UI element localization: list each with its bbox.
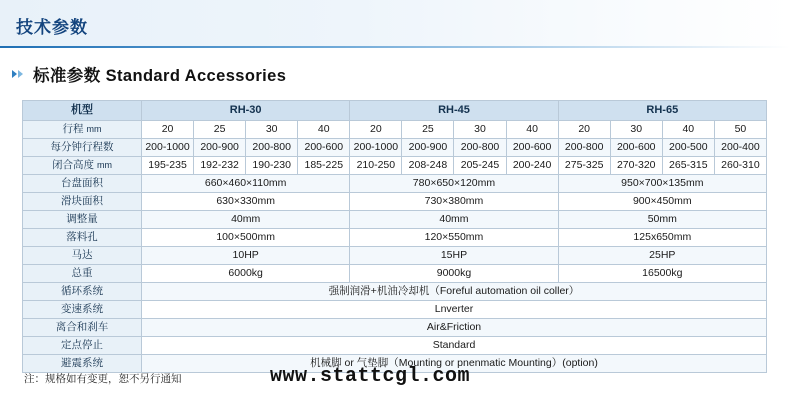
cell-full: Lnverter bbox=[142, 301, 767, 319]
cell: 30 bbox=[454, 121, 506, 139]
cell: 20 bbox=[142, 121, 194, 139]
header-model: 机型 bbox=[23, 101, 142, 121]
row-label: 离合和刹车 bbox=[23, 319, 142, 337]
table-header bbox=[23, 101, 767, 121]
cell: 25 bbox=[402, 121, 454, 139]
row-label-unit: mm bbox=[86, 124, 102, 134]
row-label: 落料孔 bbox=[23, 229, 142, 247]
row-label: 台盘面积 bbox=[23, 175, 142, 193]
cell-merged: 40mm bbox=[142, 211, 350, 229]
cell: 40 bbox=[506, 121, 558, 139]
cell: 192-232 bbox=[194, 157, 246, 175]
cell-merged: 40mm bbox=[350, 211, 558, 229]
row-label: 循环系统 bbox=[23, 283, 142, 301]
cell: 190-230 bbox=[246, 157, 298, 175]
section-heading bbox=[12, 62, 286, 86]
footnote: 注：规格如有变更，恕不另行通知 bbox=[24, 373, 182, 385]
cell: 200-500 bbox=[662, 139, 714, 157]
cell: 265-315 bbox=[662, 157, 714, 175]
table-row bbox=[23, 121, 767, 139]
cell: 260-310 bbox=[714, 157, 766, 175]
table-row bbox=[23, 193, 767, 211]
page-title: 技术参数 bbox=[16, 18, 88, 37]
table-row bbox=[23, 157, 767, 175]
cell: 200-600 bbox=[506, 139, 558, 157]
cell-merged: 125x650mm bbox=[558, 229, 766, 247]
page-banner bbox=[0, 0, 790, 48]
row-label: 调整量 bbox=[23, 211, 142, 229]
standard-accessories-table bbox=[22, 100, 767, 373]
header-group-rh65: RH-65 bbox=[558, 101, 766, 121]
cell: 200-600 bbox=[298, 139, 350, 157]
row-label: 定点停止 bbox=[23, 337, 142, 355]
cell-full: Air&Friction bbox=[142, 319, 767, 337]
cell: 200-240 bbox=[506, 157, 558, 175]
row-label-text: 每分钟行程数 bbox=[50, 141, 114, 153]
row-label bbox=[23, 157, 142, 175]
table-row bbox=[23, 265, 767, 283]
table-row bbox=[23, 337, 767, 355]
section-title: 标准参数 Standard Accessories bbox=[33, 67, 287, 85]
cell: 200-800 bbox=[246, 139, 298, 157]
table-row bbox=[23, 301, 767, 319]
table-row bbox=[23, 319, 767, 337]
cell-merged: 25HP bbox=[558, 247, 766, 265]
cell: 30 bbox=[610, 121, 662, 139]
row-label: 避震系统 bbox=[23, 355, 142, 373]
cell: 208-248 bbox=[402, 157, 454, 175]
header-group-rh45: RH-45 bbox=[350, 101, 558, 121]
cell: 200-800 bbox=[558, 139, 610, 157]
cell-merged: 10HP bbox=[142, 247, 350, 265]
row-label: 马达 bbox=[23, 247, 142, 265]
cell-merged: 100×500mm bbox=[142, 229, 350, 247]
table-body bbox=[23, 121, 767, 373]
row-label bbox=[23, 139, 142, 157]
cell-merged: 950×700×135mm bbox=[558, 175, 766, 193]
cell: 210-250 bbox=[350, 157, 402, 175]
cell: 200-400 bbox=[714, 139, 766, 157]
cell-full: Standard bbox=[142, 337, 767, 355]
table-row bbox=[23, 283, 767, 301]
cell-merged: 15HP bbox=[350, 247, 558, 265]
row-label: 变速系统 bbox=[23, 301, 142, 319]
cell: 200-1000 bbox=[142, 139, 194, 157]
cell: 40 bbox=[298, 121, 350, 139]
cell-merged: 120×550mm bbox=[350, 229, 558, 247]
cell-merged: 780×650×120mm bbox=[350, 175, 558, 193]
cell: 20 bbox=[558, 121, 610, 139]
cell-merged: 9000kg bbox=[350, 265, 558, 283]
watermark: www.stattcgl.com bbox=[270, 365, 471, 388]
cell-merged: 900×450mm bbox=[558, 193, 766, 211]
cell-full: 机械脚 or 气垫脚（Mounting or pnenmatic Mounting）(option) bbox=[142, 355, 767, 373]
table-row bbox=[23, 247, 767, 265]
cell: 25 bbox=[194, 121, 246, 139]
cell: 185-225 bbox=[298, 157, 350, 175]
table-header-row bbox=[23, 101, 767, 121]
cell-merged: 6000kg bbox=[142, 265, 350, 283]
cell: 50 bbox=[714, 121, 766, 139]
double-triangle-bullet-icon bbox=[12, 67, 26, 81]
cell: 200-900 bbox=[402, 139, 454, 157]
cell: 200-800 bbox=[454, 139, 506, 157]
cell-merged: 50mm bbox=[558, 211, 766, 229]
cell: 275-325 bbox=[558, 157, 610, 175]
cell-merged: 630×330mm bbox=[142, 193, 350, 211]
cell-full: 强制润滑+机油冷却机（Foreful automation oil coller） bbox=[142, 283, 767, 301]
cell: 270-320 bbox=[610, 157, 662, 175]
cell: 40 bbox=[662, 121, 714, 139]
cell-merged: 660×460×110mm bbox=[142, 175, 350, 193]
table-row bbox=[23, 139, 767, 157]
cell-merged: 16500kg bbox=[558, 265, 766, 283]
row-label: 总重 bbox=[23, 265, 142, 283]
cell: 195-235 bbox=[142, 157, 194, 175]
cell: 200-1000 bbox=[350, 139, 402, 157]
row-label-text: 行程 bbox=[62, 123, 84, 135]
cell: 200-600 bbox=[610, 139, 662, 157]
cell-merged: 730×380mm bbox=[350, 193, 558, 211]
banner-underline bbox=[0, 46, 790, 48]
header-group-rh30: RH-30 bbox=[142, 101, 350, 121]
cell: 205-245 bbox=[454, 157, 506, 175]
table-row bbox=[23, 211, 767, 229]
table-row bbox=[23, 175, 767, 193]
row-label-unit: mm bbox=[96, 160, 112, 170]
table-row bbox=[23, 229, 767, 247]
row-label bbox=[23, 121, 142, 139]
cell: 20 bbox=[350, 121, 402, 139]
row-label-text: 闭合高度 bbox=[52, 159, 95, 171]
cell: 30 bbox=[246, 121, 298, 139]
cell: 200-900 bbox=[194, 139, 246, 157]
row-label: 滑块面积 bbox=[23, 193, 142, 211]
